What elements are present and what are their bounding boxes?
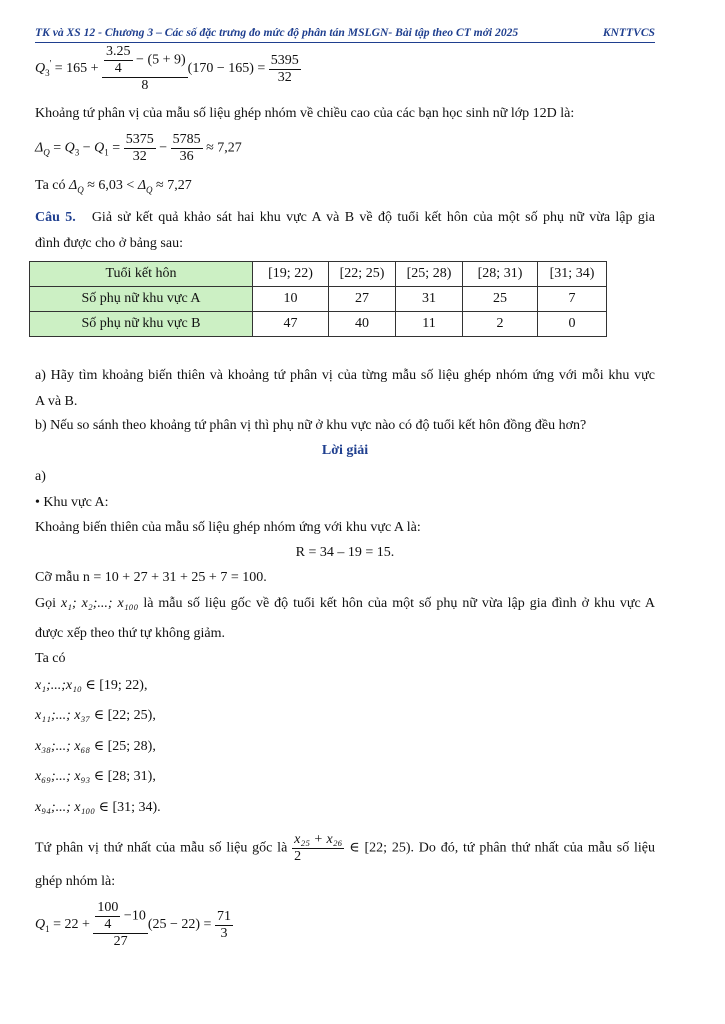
group-line: x₁₁;...; x₃₇ ∈ [22; 25), [35, 708, 156, 723]
fraction: $\frac{5395}{32}$ [270, 52, 299, 85]
sample-size: Cỡ mẫu n = 10 + 27 + 31 + 25 + 7 = 100. [35, 570, 267, 585]
table-cell: 7 [538, 287, 607, 312]
table-cell: [22; 25) [329, 262, 396, 287]
page-header [35, 26, 655, 43]
table-cell: 25 [463, 287, 538, 312]
table-cell: 10 [253, 287, 329, 312]
fraction: $\frac{3.25}{4}$ − (5 + 9) 8 [102, 44, 188, 94]
paragraph: Khoảng tứ phân vị của mẫu số liệu ghép nhóm về chiều cao của các bạn học sinh nữ lớp 12D là: [35, 106, 575, 121]
part-a-question-line2: A và B. [35, 394, 78, 409]
q1-text: Tứ phân vị thứ nhất của mẫu số liệu gốc là $\frac{\text{x₂₅ + x₂₆}}{2}$ ∈ [22; 25). Do đó, tứ phân thứ nhất của mẫu số liệu [35, 832, 655, 864]
area-a-heading: • Khu vực A: [35, 495, 109, 510]
taco-line: Ta có [35, 651, 66, 666]
group-line: x₉₄;...; x₁₀₀ ∈ [31; 34). [35, 800, 161, 815]
table-row [30, 287, 607, 312]
goi-line: Gọi x₁; x₂;...; x₁₀₀ là mẫu số liệu gốc về độ tuổi kết hôn của một số phụ nữ vừa lập gia đình ở khu vực A [35, 596, 656, 611]
equation-q1: $Q_1 = 22$ + $\frac{100}{4}$ −10 27 (25 − 22) = $\frac{71}{3}$ [35, 900, 231, 949]
range-equation: R = 34 – 19 = 15. [295, 545, 395, 560]
part-a-question-line1: a) Hãy tìm khoảng biến thiên và khoảng tứ phân vị của từng mẫu số liệu ghép nhóm ứng với mỗi khu vực [35, 368, 655, 383]
table-row [30, 312, 607, 337]
table-cell: [31; 34) [538, 262, 607, 287]
group-line: x₁;...;x₁₀ ∈ [19; 22), [35, 678, 148, 693]
solution-title: Lời giải [321, 443, 369, 458]
table-row-label: Số phụ nữ khu vực B [30, 312, 253, 337]
table-cell: [28; 31) [463, 262, 538, 287]
fraction: $\frac{5375}{32}$ [125, 132, 154, 164]
table-row [30, 262, 607, 287]
table-row-label: Số phụ nữ khu vực A [30, 287, 253, 312]
table-cell: 40 [329, 312, 396, 337]
table-cell: 31 [396, 287, 463, 312]
header-title: TK và XS 12 - Chương 3 – Các số đặc trưng đo mức độ phân tán MSLGN- Bài tập theo CT mới 2025 [35, 26, 519, 39]
group-line: x₆₉;...; x₉₃ ∈ [28; 31), [35, 769, 156, 784]
part-a-label: a) [35, 469, 46, 484]
table-cell: 0 [538, 312, 607, 337]
equation-delta: $\Delta_Q = Q_3 - Q_1$ = $\frac{5375}{32}$ − $\frac{5785}{36}$ ≈ 7,27 [35, 132, 242, 164]
question-5-line1: Câu 5. Giả sử kết quả khảo sát hai khu vực A và B về độ tuổi kết hôn của một số phụ nữ vừa lập gia [35, 210, 655, 225]
table-cell: 47 [253, 312, 329, 337]
equation-q3-prime: $Q_3' = 165$ + $\frac{3.25}{4}$ − (5 + 9) 8 (170 − 165) = $\frac{5395}{32}$ [35, 44, 299, 93]
table-cell: 27 [329, 287, 396, 312]
fraction: $\frac{5785}{36}$ [172, 132, 201, 164]
q1-text-line2: ghép nhóm là: [35, 874, 116, 889]
part-b-question: b) Nếu so sánh theo khoảng tứ phân vị thì phụ nữ ở khu vực nào có độ tuổi kết hôn đồng đều hơn? [35, 418, 587, 433]
header-tag: KNTTVCS [602, 26, 655, 39]
comparison-line: Ta có $\Delta_Q \approx 6,03 < \Delta_Q \approx 7,27$ [35, 178, 192, 195]
sorted-line: được xếp theo thứ tự không giảm. [35, 626, 225, 641]
table-cell: [25; 28) [396, 262, 463, 287]
question-5-line2: đình được cho ở bảng sau: [35, 236, 183, 251]
fraction: $\frac{71}{3}$ [216, 908, 231, 941]
table-header-cell: Tuổi kết hôn [30, 262, 253, 287]
data-table [29, 261, 607, 337]
table-cell: 2 [463, 312, 538, 337]
fraction: $\frac{\text{x₂₅ + x₂₆}}{2}$ [294, 832, 343, 864]
range-text: Khoảng biến thiên của mẫu số liệu ghép nhóm ứng với khu vực A là: [35, 520, 421, 535]
table-cell: 11 [396, 312, 463, 337]
table-cell: [19; 22) [253, 262, 329, 287]
fraction: $\frac{100}{4}$ −10 27 [93, 900, 147, 950]
group-line: x₃₈;...; x₆₈ ∈ [25; 28), [35, 739, 156, 754]
